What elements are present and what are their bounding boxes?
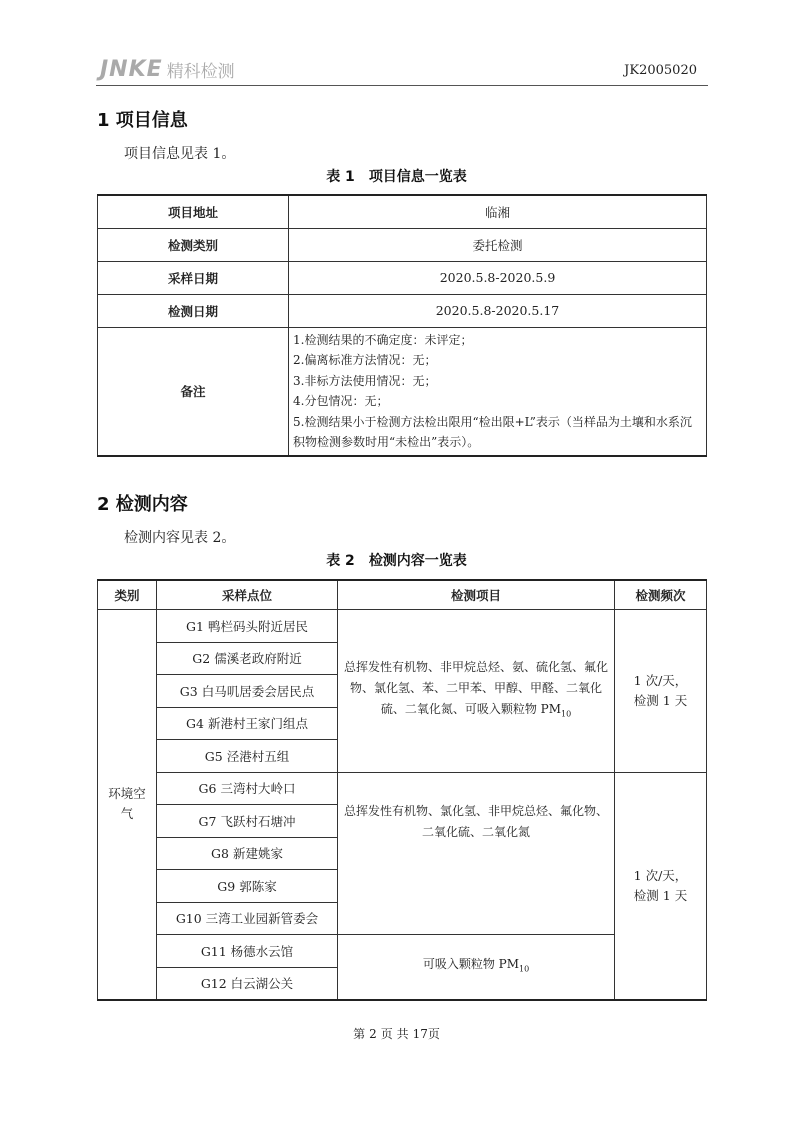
note-line: 2.偏离标准方法情况：无； xyxy=(293,353,437,367)
notes-row xyxy=(98,327,707,456)
detection-content-table xyxy=(97,579,707,1001)
items-group2: 总挥发性有机物、氯化氢、非甲烷总烃、氟化物、二氧化硫、二氧化氮 xyxy=(338,772,615,935)
point-cell: G3 白马叽居委会居民点 xyxy=(157,675,338,708)
footer-total: 17页 xyxy=(412,1027,440,1041)
page-footer xyxy=(0,1025,793,1042)
col-header-category: 类别 xyxy=(98,580,157,610)
note-line: 1.检测结果的不确定度：未评定； xyxy=(293,332,473,347)
point-cell: G5 泾港村五组 xyxy=(157,740,338,773)
footer-prefix: 第 xyxy=(353,1027,366,1041)
items-group3 xyxy=(338,935,615,1000)
table1-caption xyxy=(0,166,793,186)
point-cell: G9 郭陈家 xyxy=(157,870,338,903)
table2-caption xyxy=(0,550,793,570)
freq-line: 1 次/天， xyxy=(633,672,688,688)
company-logo xyxy=(100,54,235,84)
table-row xyxy=(98,228,707,261)
note-line: 3.非标方法使用情况：无； xyxy=(293,373,437,388)
logo-cn-text: 精科检测 xyxy=(166,61,235,82)
point-cell: G4 新港村王家门组点 xyxy=(157,707,338,740)
col-header-frequency: 检测频次 xyxy=(615,580,707,610)
frequency-group2 xyxy=(615,772,707,1000)
table2-label: 表 2 xyxy=(326,553,355,569)
point-cell: G12 白云湖公关 xyxy=(157,967,338,1000)
row-key: 采样日期 xyxy=(98,261,289,294)
point-cell: G2 儒溪老政府附近 xyxy=(157,642,338,675)
col-header-items: 检测项目 xyxy=(338,580,615,610)
section1-title: 1 项目信息 xyxy=(97,110,188,131)
note-line: 4.分包情况：无； xyxy=(293,394,389,408)
freq-line: 检测 1 天 xyxy=(633,887,688,903)
section2-title: 2 检测内容 xyxy=(97,494,188,515)
footer-page-num: 2 xyxy=(369,1027,377,1041)
header-divider xyxy=(96,85,708,86)
project-info-table xyxy=(97,194,707,457)
notes-cell xyxy=(289,327,707,456)
footer-mid: 页 共 xyxy=(380,1027,409,1041)
section2-intro: 检测内容见表 2。 xyxy=(124,530,236,546)
freq-line: 检测 1 天 xyxy=(633,692,688,708)
items-group1-text: 总挥发性有机物、非甲烷总烃、氨、硫化氢、氟化物、氯化氢、苯、二甲苯、甲醇、甲醛、二氧化硫、二氧化氮、可吸入颗粒物 PM xyxy=(344,660,609,717)
frequency-group1 xyxy=(615,610,707,773)
table-row xyxy=(98,772,707,805)
row-value: 委托检测 xyxy=(289,228,707,261)
table-row xyxy=(98,294,707,327)
row-key: 检测类别 xyxy=(98,228,289,261)
header-row xyxy=(98,580,707,610)
point-cell: G6 三湾村大岭口 xyxy=(157,772,338,805)
items-group1-sub: 10 xyxy=(561,709,572,719)
point-cell: G11 杨德水云馆 xyxy=(157,935,338,968)
row-key: 检测日期 xyxy=(98,294,289,327)
logo-mark: JNKE xyxy=(100,56,163,82)
table1-label: 表 1 xyxy=(326,169,355,185)
note-line: 5.检测结果小于检测方法检出限用“检出限+L”表示（当样品为土壤和水系沉积物检测参数时用“未检出”表示）。 xyxy=(293,414,692,449)
category-cell xyxy=(98,610,157,1000)
table-row xyxy=(98,610,707,643)
row-key: 项目地址 xyxy=(98,195,289,228)
table2-title: 检测内容一览表 xyxy=(368,553,467,569)
items-group1 xyxy=(338,610,615,773)
row-value: 临湘 xyxy=(289,195,707,228)
row-value: 2020.5.8-2020.5.9 xyxy=(289,261,707,294)
items-group3-text: 可吸入颗粒物 PM xyxy=(422,957,519,972)
items-group3-sub: 10 xyxy=(519,964,530,974)
point-cell: G10 三湾工业园新管委会 xyxy=(157,902,338,935)
table-row xyxy=(98,195,707,228)
col-header-point: 采样点位 xyxy=(157,580,338,610)
category-text: 环境空气 xyxy=(108,786,146,822)
row-value: 2020.5.8-2020.5.17 xyxy=(289,294,707,327)
point-cell: G7 飞跃村石塘冲 xyxy=(157,805,338,838)
table1-title: 项目信息一览表 xyxy=(368,169,467,185)
freq-line: 1 次/天， xyxy=(633,867,688,883)
point-cell: G1 鸭栏码头附近居民 xyxy=(157,610,338,643)
document-code: JK2005020 xyxy=(624,63,697,78)
notes-key: 备注 xyxy=(98,327,289,456)
table-row xyxy=(98,261,707,294)
point-cell: G8 新建姚家 xyxy=(157,837,338,870)
section1-intro: 项目信息见表 1。 xyxy=(124,146,236,162)
